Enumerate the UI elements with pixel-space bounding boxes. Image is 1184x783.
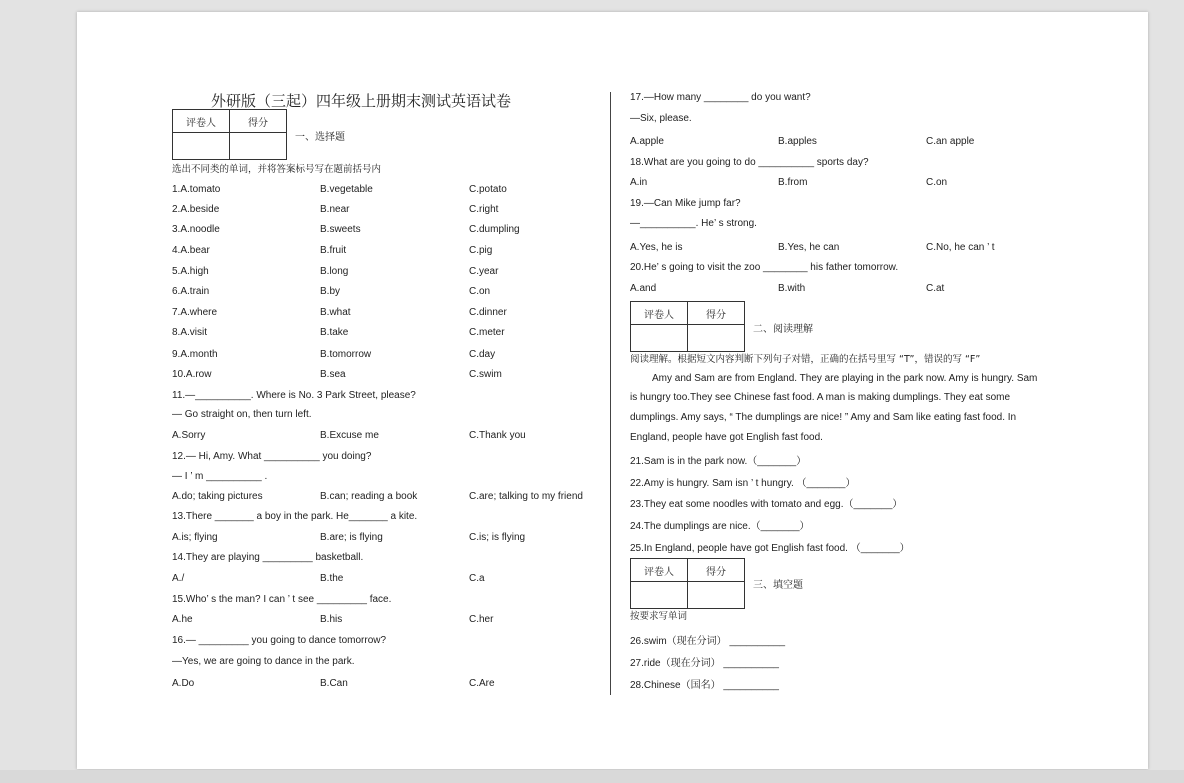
page-title: 外研版（三起）四年级上册期末测试英语试卷	[211, 92, 512, 110]
q11-line1: 11.—__________. Where is No. 3 Park Street, please?	[172, 390, 416, 401]
section2-instruction: 阅读理解。根据短文内容判断下列句子对错，正确的在括号里写 “T”，错误的写 “F”	[630, 354, 981, 365]
passage-line-1: Amy and Sam are from England. They are playing in the park now. Amy is hungry. Sam	[652, 373, 1038, 384]
q18-option-a: A.in	[630, 177, 648, 188]
q10-option-a: 10.A.row	[172, 369, 212, 380]
q7-option-a: 7.A.where	[172, 307, 218, 318]
q11-option-b: B.Excuse me	[320, 430, 379, 441]
reviewer-label: 评卷人	[173, 110, 230, 133]
q14-option-c: C.a	[469, 573, 485, 584]
passage-line-3: dumplings. Amy says, “ The dumplings are nice! ” Amy and Sam like eating fast food. In	[630, 412, 1017, 423]
q3-option-a: 3.A.noodle	[172, 224, 220, 235]
q4-option-a: 4.A.bear	[172, 245, 210, 256]
q15-option-b: B.his	[320, 614, 343, 625]
q20-option-c: C.at	[926, 283, 945, 294]
q16-line2: —Yes, we are going to dance in the park.	[172, 656, 355, 667]
q12-option-c: C.are; talking to my friend	[469, 491, 583, 502]
q13-option-c: C.is; is flying	[469, 532, 526, 543]
q6-option-c: C.on	[469, 286, 491, 297]
q7-option-c: C.dinner	[469, 307, 507, 318]
column-divider	[610, 92, 611, 695]
q8-option-c: C.meter	[469, 327, 505, 338]
q5-option-a: 5.A.high	[172, 266, 209, 277]
reviewer-label: 评卷人	[631, 559, 688, 582]
viewer-bottom-bar	[0, 770, 1184, 783]
q15-line1: 15.Who’ s the man? I can ’ t see _________ face.	[172, 594, 392, 605]
q20-line1: 20.He’ s going to visit the zoo ________ his father tomorrow.	[630, 262, 899, 273]
q19-line2: —__________. He’ s strong.	[630, 218, 757, 229]
q13-line1: 13.There _______ a boy in the park. He_______ a kite.	[172, 511, 418, 522]
q14-option-b: B.the	[320, 573, 344, 584]
q19-option-a: A.Yes, he is	[630, 242, 683, 253]
q21: 21.Sam is in the park now.（_______）	[630, 456, 807, 467]
q9-option-a: 9.A.month	[172, 349, 218, 360]
q17-option-b: B.apples	[778, 136, 817, 147]
q19-option-b: B.Yes, he can	[778, 242, 840, 253]
q5-option-c: C.year	[469, 266, 499, 277]
q12-option-b: B.can; reading a book	[320, 491, 418, 502]
q12-line1: 12.— Hi, Amy. What __________ you doing?	[172, 451, 372, 462]
q12-option-a: A.do; taking pictures	[172, 491, 263, 502]
document-page	[77, 12, 1148, 769]
q20-option-a: A.and	[630, 283, 657, 294]
q9-option-b: B.tomorrow	[320, 349, 372, 360]
q12-line2: — I ’ m __________ .	[172, 471, 268, 482]
q26: 26.swim（现在分词） __________	[630, 636, 786, 647]
q15-option-a: A.he	[172, 614, 193, 625]
q8-option-b: B.take	[320, 327, 349, 338]
q25: 25.In England, people have got English fast food. （_______）	[630, 543, 910, 554]
score-label: 得分	[688, 559, 745, 582]
q15-option-c: C.her	[469, 614, 494, 625]
q16-option-a: A.Do	[172, 678, 195, 689]
reviewer-label: 评卷人	[631, 302, 688, 325]
q1-option-c: C.potato	[469, 184, 507, 195]
q2-option-b: B.near	[320, 204, 350, 215]
q1-option-a: 1.A.tomato	[172, 184, 221, 195]
q3-option-c: C.dumpling	[469, 224, 520, 235]
q27: 27.ride（现在分词） __________	[630, 658, 779, 669]
score-label: 得分	[688, 302, 745, 325]
q13-option-b: B.are; is flying	[320, 532, 383, 543]
q11-option-a: A.Sorry	[172, 430, 206, 441]
section1-heading: 一、选择题	[295, 132, 345, 143]
q2-option-c: C.right	[469, 204, 499, 215]
q13-option-a: A.is; flying	[172, 532, 218, 543]
q10-option-b: B.sea	[320, 369, 346, 380]
q19-line1: 19.—Can Mike jump far?	[630, 198, 741, 209]
q16-option-c: C.Are	[469, 678, 495, 689]
q9-option-c: C.day	[469, 349, 496, 360]
q3-option-b: B.sweets	[320, 224, 361, 235]
q11-line2: — Go straight on, then turn left.	[172, 409, 312, 420]
q19-option-c: C.No, he can ’ t	[926, 242, 995, 253]
section1-instruction: 选出不同类的单词，并将答案标号写在题前括号内	[172, 164, 382, 175]
q18-line1: 18.What are you going to do __________ sports day?	[630, 157, 869, 168]
q16-option-b: B.Can	[320, 678, 348, 689]
score-label: 得分	[230, 110, 287, 133]
q17-option-c: C.an apple	[926, 136, 975, 147]
q6-option-a: 6.A.train	[172, 286, 210, 297]
q22: 22.Amy is hungry. Sam isn ’ t hungry. （_______）	[630, 478, 856, 489]
passage-line-2: is hungry too.They see Chinese fast food. A man is making dumplings. They eat some	[630, 392, 1011, 403]
q16-line1: 16.— _________ you going to dance tomorrow?	[172, 635, 387, 646]
q4-option-c: C.pig	[469, 245, 493, 256]
score-table-3	[630, 558, 745, 609]
q6-option-b: B.by	[320, 286, 341, 297]
q14-option-a: A./	[172, 573, 185, 584]
q20-option-b: B.with	[778, 283, 806, 294]
q8-option-a: 8.A.visit	[172, 327, 208, 338]
section2-heading: 二、阅读理解	[753, 324, 813, 335]
q11-option-c: C.Thank you	[469, 430, 526, 441]
q4-option-b: B.fruit	[320, 245, 347, 256]
q17-line2: —Six, please.	[630, 113, 692, 124]
score-table-2	[630, 301, 745, 352]
q17-line1: 17.—How many ________ do you want?	[630, 92, 811, 103]
q23: 23.They eat some noodles with tomato and egg.（_______）	[630, 499, 903, 510]
q18-option-b: B.from	[778, 177, 808, 188]
q17-option-a: A.apple	[630, 136, 664, 147]
q28: 28.Chinese（国名） __________	[630, 680, 779, 691]
score-table-1	[172, 109, 287, 160]
q18-option-c: C.on	[926, 177, 948, 188]
section3-heading: 三、填空题	[753, 580, 803, 591]
section3-instruction: 按要求写单词	[630, 611, 688, 622]
q2-option-a: 2.A.beside	[172, 204, 220, 215]
q14-line1: 14.They are playing _________ basketball.	[172, 552, 364, 563]
passage-line-4: England, people have got English fast food.	[630, 432, 823, 443]
q5-option-b: B.long	[320, 266, 349, 277]
q1-option-b: B.vegetable	[320, 184, 373, 195]
q24: 24.The dumplings are nice.（_______）	[630, 521, 810, 532]
q10-option-c: C.swim	[469, 369, 502, 380]
q7-option-b: B.what	[320, 307, 351, 318]
